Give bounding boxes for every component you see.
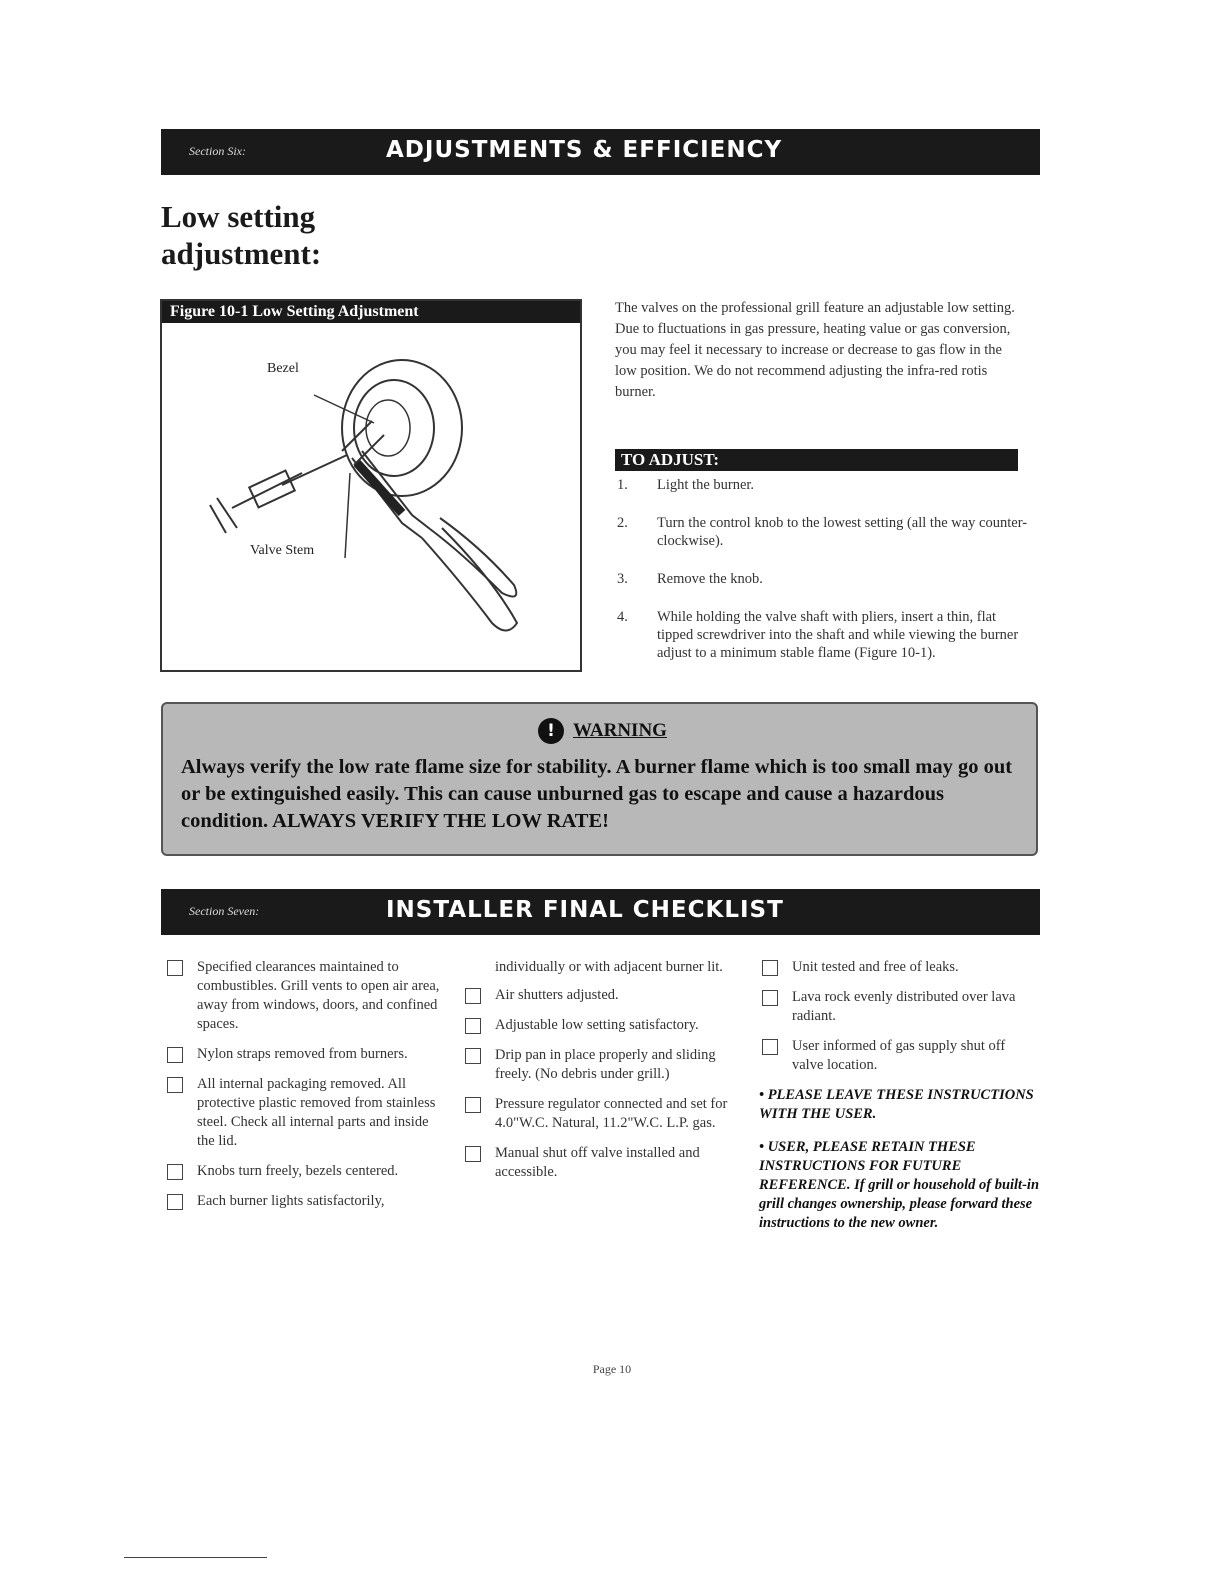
intro-paragraph: The valves on the professional grill feature an adjustable low setting. Due to fluctuations in gas pressure, heating value or gas conversion, you may feel it necessary to increase or decrease to gas flow in the low position. We do not recommend adjusting the infra-red rotis burner. <box>615 300 1015 400</box>
checklist-item[interactable]: Unit tested and free of leaks. <box>759 958 1039 977</box>
section-label: Section Seven: <box>189 904 260 918</box>
step-item: 1. Light the burner. <box>617 477 755 493</box>
retain-instructions-note: • USER, PLEASE RETAIN THESE INSTRUCTIONS FOR FUTURE REFERENCE. If grill or household of built-in grill changes ownership, please forward these instructions to the new owner. <box>759 1139 1040 1231</box>
section-title: ADJUSTMENTS & EFFICIENCY <box>386 137 783 163</box>
checklist-item[interactable]: User informed of gas supply shut off valve location. <box>759 1037 1039 1075</box>
checkbox[interactable] <box>167 1047 183 1063</box>
section-six-header <box>161 129 1040 175</box>
checklist-column-1 <box>164 958 449 1211</box>
bezel-label: Bezel <box>267 361 299 376</box>
checkbox[interactable] <box>465 1146 481 1162</box>
figure-caption: Figure 10-1 Low Setting Adjustment <box>162 301 580 323</box>
checklist-item[interactable]: Nylon straps removed from burners. <box>164 1045 449 1064</box>
section-title: INSTALLER FINAL CHECKLIST <box>386 897 784 923</box>
checkbox[interactable] <box>465 988 481 1004</box>
warning-title: WARNING <box>573 720 667 741</box>
checklist-item[interactable]: Manual shut off valve installed and accessible. <box>462 1144 742 1182</box>
checklist-column-2 <box>462 958 742 1182</box>
page-heading: Low setting adjustment: <box>161 199 322 271</box>
warning-icon: ! <box>538 718 564 744</box>
checkbox[interactable] <box>167 1077 183 1093</box>
checklist-item[interactable]: Adjustable low setting satisfactory. <box>462 1016 742 1035</box>
checklist-continued: individually or with adjacent burner lit. <box>495 959 723 975</box>
to-adjust-header: TO ADJUST: <box>615 449 1018 471</box>
warning-text: Always verify the low rate flame size for stability. A burner flame which is too small may go out or be extinguished easily. This can cause unburned gas to escape and cause a hazardous condition. ALWAYS VERIFY THE LOW RATE! <box>181 756 1013 832</box>
footer-divider <box>124 1557 267 1558</box>
checklist-item[interactable]: Each burner lights satisfactorily, <box>164 1192 449 1211</box>
checklist-item[interactable]: All internal packaging removed. All protective plastic removed from stainless steel. Check all internal parts and inside the lid. <box>164 1075 449 1151</box>
checkbox[interactable] <box>167 1164 183 1180</box>
checklist-item[interactable]: Knobs turn freely, bezels centered. <box>164 1162 449 1181</box>
checklist-item[interactable]: Air shutters adjusted. <box>462 986 742 1005</box>
warning-box <box>161 702 1038 856</box>
valve-stem-label: Valve Stem <box>250 543 315 558</box>
warning-heading <box>538 718 667 744</box>
checkbox[interactable] <box>465 1018 481 1034</box>
checklist-item[interactable]: Lava rock evenly distributed over lava radiant. <box>759 988 1039 1026</box>
step-item: 2. Turn the control knob to the lowest setting (all the way counter-clockwise). <box>617 515 1028 549</box>
checkbox[interactable] <box>762 960 778 976</box>
section-seven-header <box>161 889 1040 935</box>
checkbox[interactable] <box>465 1048 481 1064</box>
step-item: 3. Remove the knob. <box>617 571 763 587</box>
checkbox[interactable] <box>167 960 183 976</box>
checklist-column-3 <box>759 958 1039 1233</box>
checkbox[interactable] <box>762 990 778 1006</box>
checklist-item[interactable]: Pressure regulator connected and set for 4.0"W.C. Natural, 11.2"W.C. L.P. gas. <box>462 1095 742 1133</box>
leave-instructions-note: • PLEASE LEAVE THESE INSTRUCTIONS WITH THE USER. <box>759 1087 1034 1122</box>
checkbox[interactable] <box>465 1097 481 1113</box>
page-number: Page 10 <box>592 1362 632 1376</box>
checkbox[interactable] <box>762 1039 778 1055</box>
adjust-steps <box>615 474 1030 662</box>
step-item: 4. While holding the valve shaft with pliers, insert a thin, flat tipped screwdriver into the shaft and while viewing the burner adjust to a minimum stable flame (Figure 10-1). <box>617 609 1019 661</box>
section-label: Section Six: <box>189 144 246 158</box>
figure-10-1 <box>160 299 582 672</box>
checklist-item[interactable]: Specified clearances maintained to combustibles. Grill vents to open air area, away from windows, doors, and confined spaces. <box>164 958 449 1034</box>
checkbox[interactable] <box>167 1194 183 1210</box>
checklist-item[interactable]: Drip pan in place properly and sliding freely. (No debris under grill.) <box>462 1046 742 1084</box>
low-setting-illustration <box>162 323 580 670</box>
